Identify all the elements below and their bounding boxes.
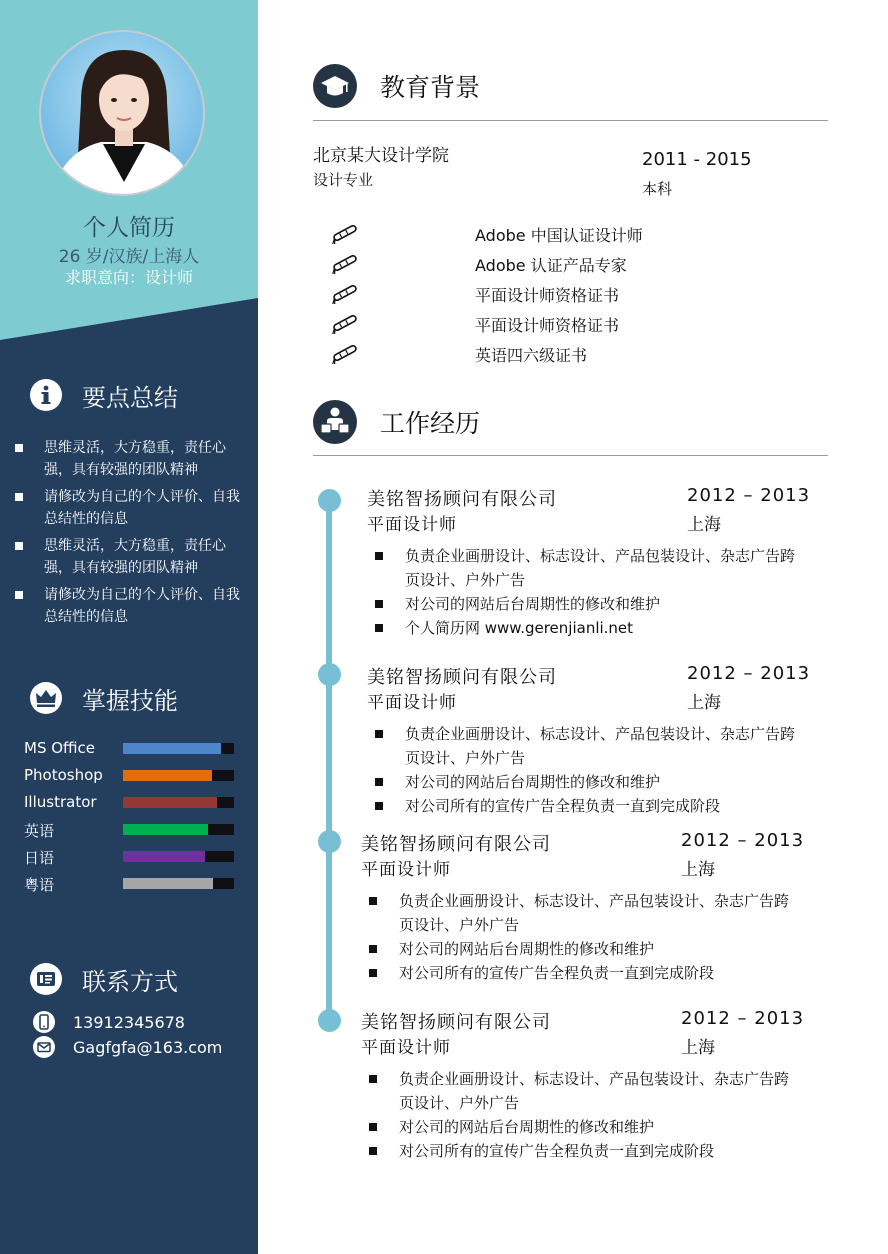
skills-heading-text: 掌握技能: [82, 686, 178, 715]
job-years: 2012 – 2013: [681, 830, 805, 851]
profile-title: 个人简历: [83, 215, 175, 241]
duty-item: 负责企业画册设计、标志设计、产品包装设计、杂志广告跨页设计、户外广告: [369, 889, 799, 937]
skill-row: [24, 764, 238, 791]
job-title: 平面设计师: [367, 693, 457, 713]
summary-heading-text: 要点总结: [82, 383, 178, 412]
major: 设计专业: [313, 171, 374, 189]
duty-item: 对公司的网站后台周期性的修改和维护: [375, 770, 805, 794]
diploma-icon: [330, 252, 360, 274]
summary-heading: [30, 378, 178, 412]
job-title: 平面设计师: [361, 860, 451, 880]
skill-name: Photoshop: [24, 766, 103, 784]
skill-bar: [123, 878, 234, 889]
diploma-icon: [330, 282, 360, 304]
job-duties: [369, 889, 799, 985]
timeline-dot: [318, 830, 341, 853]
skill-name: 日语: [24, 849, 55, 867]
skill-bar-fill: [123, 851, 205, 862]
skill-name: 英语: [24, 822, 55, 840]
job-city: 上海: [681, 860, 715, 880]
summary-item: 思维灵活，大方稳重，责任心强，具有较强的团队精神: [12, 535, 252, 579]
skill-row: [24, 845, 238, 872]
sidebar: [0, 0, 258, 1254]
section-divider: [313, 455, 828, 456]
duty-item: 对公司所有的宣传广告全程负责一直到完成阶段: [375, 794, 805, 818]
contact-email: [33, 1036, 222, 1058]
contact-heading-text: 联系方式: [82, 967, 178, 996]
work-heading: [313, 400, 480, 444]
timeline-line: [326, 500, 332, 1020]
skill-bar-fill: [123, 878, 213, 889]
skill-bar-fill: [123, 797, 217, 808]
job-duties: [369, 1067, 799, 1163]
job-years: 2012 – 2013: [681, 1008, 805, 1029]
duty-item: 个人简历网 www.gerenjianli.net: [375, 616, 805, 640]
skill-name: 粤语: [24, 876, 55, 894]
diploma-icon: [330, 312, 360, 334]
degree: 本科: [642, 180, 673, 198]
skill-bar-fill: [123, 743, 221, 754]
summary-item: 思维灵活，大方稳重，责任心强，具有较强的团队精神: [12, 437, 252, 481]
job-intent: 求职意向：设计师: [64, 268, 193, 287]
email-address[interactable]: Gagfgfa@163.com: [73, 1037, 223, 1057]
skill-bar: [123, 743, 234, 754]
education-years: 2011 - 2015: [642, 149, 752, 170]
summary-item: 请修改为自己的个人评价、自我总结性的信息: [12, 486, 252, 530]
summary-item: 请修改为自己的个人评价、自我总结性的信息: [12, 584, 252, 628]
skill-bar: [123, 770, 234, 781]
certificate-name: Adobe 中国认证设计师: [475, 226, 643, 245]
company-name: 美铭智扬顾问有限公司: [361, 834, 551, 855]
graduation-cap-icon: [313, 64, 357, 108]
certificate-name: Adobe 认证产品专家: [475, 256, 627, 275]
timeline-dot: [318, 489, 341, 512]
job-city: 上海: [687, 515, 721, 535]
certificate-item: [330, 222, 643, 245]
crown-icon: [30, 682, 62, 714]
duty-item: 负责企业画册设计、标志设计、产品包装设计、杂志广告跨页设计、户外广告: [375, 544, 805, 592]
job-years: 2012 – 2013: [687, 485, 811, 506]
timeline-dot: [318, 663, 341, 686]
skill-bar-fill: [123, 770, 212, 781]
job-city: 上海: [681, 1038, 715, 1058]
education-heading: [313, 64, 480, 108]
company-name: 美铭智扬顾问有限公司: [361, 1012, 551, 1033]
skill-bar: [123, 824, 234, 835]
job-city: 上海: [687, 693, 721, 713]
company-name: 美铭智扬顾问有限公司: [367, 489, 557, 510]
duty-item: 负责企业画册设计、标志设计、产品包装设计、杂志广告跨页设计、户外广告: [369, 1067, 799, 1115]
skill-name: MS Office: [24, 739, 96, 757]
skill-bar: [123, 797, 234, 808]
duty-item: 对公司的网站后台周期性的修改和维护: [369, 937, 799, 961]
timeline-dot: [318, 1009, 341, 1032]
contact-heading: [30, 962, 178, 996]
education-heading-text: 教育背景: [380, 73, 481, 102]
skills-list: [24, 737, 238, 899]
job-duties: [375, 544, 805, 640]
contact-phone: [33, 1011, 185, 1033]
duty-item: 对公司的网站后台周期性的修改和维护: [369, 1115, 799, 1139]
profile-info: 26 岁/汉族/上海人: [58, 247, 200, 267]
job-title: 平面设计师: [367, 515, 457, 535]
skill-row: [24, 791, 238, 818]
duty-item: 负责企业画册设计、标志设计、产品包装设计、杂志广告跨页设计、户外广告: [375, 722, 805, 770]
summary-list: [12, 437, 252, 633]
skill-bar-fill: [123, 824, 208, 835]
info-icon: [30, 379, 62, 411]
school-name: 北京某大设计学院: [313, 146, 449, 166]
company-name: 美铭智扬顾问有限公司: [367, 667, 557, 688]
duty-item: 对公司的网站后台周期性的修改和维护: [375, 592, 805, 616]
skill-bar: [123, 851, 234, 862]
certificate-name: 英语四六级证书: [475, 346, 588, 365]
duty-item: 对公司所有的宣传广告全程负责一直到完成阶段: [369, 1139, 799, 1163]
skill-row: [24, 737, 238, 764]
work-heading-text: 工作经历: [380, 409, 481, 438]
id-card-icon: [30, 963, 62, 995]
certificate-item: [330, 282, 620, 305]
phone-number[interactable]: 13912345678: [73, 1012, 185, 1032]
skill-name: Illustrator: [24, 793, 97, 811]
phone-icon: [33, 1011, 55, 1033]
job-years: 2012 – 2013: [687, 663, 811, 684]
skill-row: [24, 818, 238, 845]
businessman-icon: [313, 400, 357, 444]
duty-item: 对公司所有的宣传广告全程负责一直到完成阶段: [369, 961, 799, 985]
certificate-item: [330, 252, 627, 275]
section-divider: [313, 120, 828, 121]
avatar: [39, 30, 205, 196]
job-title: 平面设计师: [361, 1038, 451, 1058]
certificate-name: 平面设计师资格证书: [475, 316, 620, 335]
certificate-item: [330, 312, 620, 335]
envelope-icon: [33, 1036, 55, 1058]
certificate-name: 平面设计师资格证书: [475, 286, 620, 305]
diploma-icon: [330, 342, 360, 364]
certificate-item: [330, 342, 588, 365]
diploma-icon: [330, 222, 360, 244]
job-duties: [375, 722, 805, 818]
skill-row: [24, 872, 238, 899]
skills-heading: [30, 681, 178, 715]
